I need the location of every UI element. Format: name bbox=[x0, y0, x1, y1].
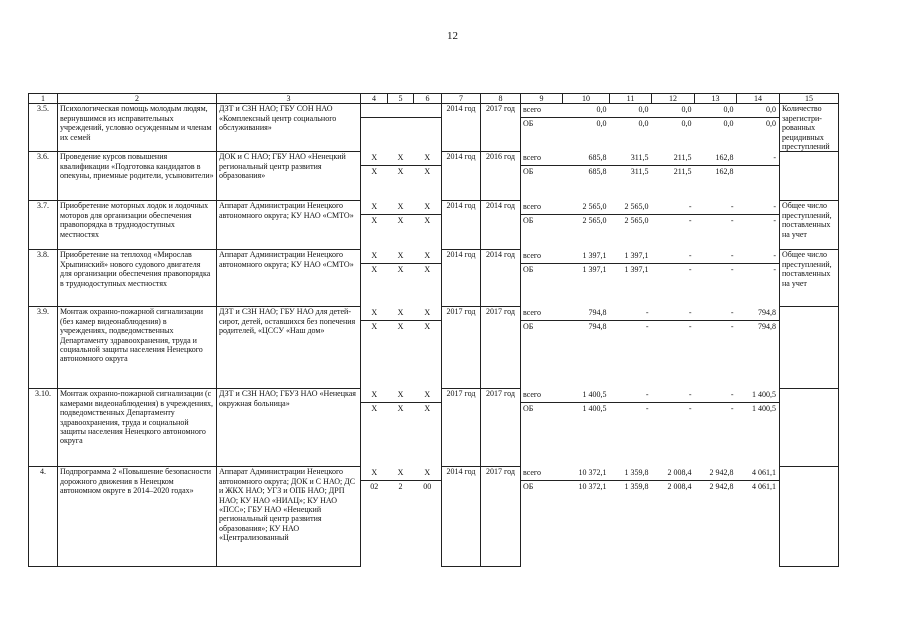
v13-value: - bbox=[695, 250, 737, 264]
end-year: 2014 год bbox=[481, 250, 521, 307]
v13-value: - bbox=[730, 321, 734, 331]
v12-value: - bbox=[688, 264, 692, 274]
v13-cell bbox=[695, 250, 737, 307]
c6-value bbox=[414, 118, 442, 131]
c5-value: Х bbox=[397, 403, 404, 413]
src-cell bbox=[521, 201, 563, 250]
code-cell-c5 bbox=[388, 467, 414, 567]
v12-cell bbox=[652, 104, 695, 152]
code-cell-c5 bbox=[388, 104, 414, 152]
c5-value: Х bbox=[388, 250, 414, 264]
code-cell-c4 bbox=[361, 467, 388, 567]
c6-value: Х bbox=[424, 264, 431, 274]
c5-value: Х bbox=[397, 166, 404, 176]
c4-value: Х bbox=[361, 201, 388, 215]
v11-value: - bbox=[610, 307, 652, 321]
code-cell-c4 bbox=[361, 104, 388, 152]
column-header: 13 bbox=[695, 94, 737, 104]
row-number: 4. bbox=[29, 467, 58, 567]
c6-value: 00 bbox=[423, 481, 432, 491]
v10-cell bbox=[563, 307, 610, 389]
v12-value: - bbox=[652, 307, 695, 321]
v14-value: 794,8 bbox=[758, 321, 776, 331]
code-cell-c5 bbox=[388, 389, 414, 467]
v11-value: 1 397,1 bbox=[610, 250, 652, 264]
table-row bbox=[29, 152, 839, 201]
v10-value: 1 400,5 bbox=[582, 403, 607, 413]
v10-cell bbox=[563, 467, 610, 567]
c6-value: Х bbox=[424, 403, 431, 413]
v14-value: - bbox=[773, 215, 776, 225]
column-header: 3 bbox=[217, 94, 361, 104]
v14-value: - bbox=[737, 201, 780, 215]
start-year: 2014 год bbox=[442, 250, 481, 307]
v10-value: 1 400,5 bbox=[563, 389, 610, 403]
src-value: ОБ bbox=[523, 321, 534, 331]
v13-value: 2 942,8 bbox=[709, 481, 734, 491]
code-cell-c5 bbox=[388, 307, 414, 389]
v13-value: - bbox=[730, 264, 734, 274]
v11-value: 2 565,0 bbox=[610, 201, 652, 215]
c4-value bbox=[361, 118, 388, 131]
src-value: всего bbox=[521, 201, 563, 215]
v13-value: - bbox=[730, 215, 734, 225]
src-cell bbox=[521, 152, 563, 201]
c4-value: Х bbox=[371, 403, 378, 413]
table-row bbox=[29, 104, 839, 152]
v10-cell bbox=[563, 389, 610, 467]
v14-cell bbox=[737, 389, 780, 467]
v13-cell bbox=[695, 389, 737, 467]
v12-value: 0,0 bbox=[652, 104, 695, 118]
c4-value: Х bbox=[371, 321, 378, 331]
v11-cell bbox=[610, 201, 652, 250]
row-number: 3.9. bbox=[29, 307, 58, 389]
column-header: 2 bbox=[58, 94, 217, 104]
src-value: всего bbox=[521, 307, 563, 321]
c4-value bbox=[361, 104, 388, 118]
v10-value: 10 372,1 bbox=[563, 467, 610, 481]
start-year: 2014 год bbox=[442, 201, 481, 250]
v12-value: - bbox=[652, 389, 695, 403]
src-value: ОБ bbox=[523, 119, 534, 129]
c5-value: Х bbox=[397, 215, 404, 225]
code-cell-c5 bbox=[388, 201, 414, 250]
v11-value: 1 397,1 bbox=[624, 264, 649, 274]
start-year: 2017 год bbox=[442, 389, 481, 467]
v12-cell bbox=[652, 467, 695, 567]
measure-name: Психологическая помощь молодым людям, вернувшимся из исправительных учреждений, условно осужденным и членам их семей bbox=[58, 104, 217, 152]
v10-value: 794,8 bbox=[588, 321, 607, 331]
v13-cell bbox=[695, 201, 737, 250]
measure-name: Монтаж охранно-пожарной сигнализации (с камерами видеонаблюдения) в учреждениях, подведомственных Департаменту здравоохранения, труда и социальной защиты населения Ненецкого автономного округа bbox=[58, 389, 217, 467]
v11-cell bbox=[610, 307, 652, 389]
column-header: 9 bbox=[521, 94, 563, 104]
v12-value: - bbox=[688, 215, 692, 225]
v13-value: 162,8 bbox=[695, 152, 737, 166]
v11-value: - bbox=[645, 403, 649, 413]
v14-value: 794,8 bbox=[737, 307, 780, 321]
code-cell-c4 bbox=[361, 250, 388, 307]
v11-value: - bbox=[610, 389, 652, 403]
c5-value: Х bbox=[388, 201, 414, 215]
v11-cell bbox=[610, 152, 652, 201]
v11-cell bbox=[610, 250, 652, 307]
column-header: 5 bbox=[388, 94, 414, 104]
end-year: 2017 год bbox=[481, 389, 521, 467]
v12-value: - bbox=[652, 201, 695, 215]
v12-value: 2 008,4 bbox=[652, 467, 695, 481]
end-year: 2014 год bbox=[481, 201, 521, 250]
v13-cell bbox=[695, 467, 737, 567]
c6-value: Х bbox=[424, 321, 431, 331]
src-cell bbox=[521, 104, 563, 152]
v11-value: 311,5 bbox=[610, 152, 652, 166]
src-value: всего bbox=[521, 389, 563, 403]
v14-value: - bbox=[737, 250, 780, 264]
column-header: 1 bbox=[29, 94, 58, 104]
v10-value: 1 397,1 bbox=[582, 264, 607, 274]
page-number: 12 bbox=[447, 30, 458, 42]
column-header: 7 bbox=[442, 94, 481, 104]
column-header: 8 bbox=[481, 94, 521, 104]
v11-value: 2 565,0 bbox=[624, 215, 649, 225]
v13-cell bbox=[695, 104, 737, 152]
c5-value: Х bbox=[388, 467, 414, 481]
src-value: всего bbox=[521, 152, 563, 166]
code-cell-c6 bbox=[414, 104, 442, 152]
table-row bbox=[29, 307, 839, 389]
c6-value: Х bbox=[424, 166, 431, 176]
v12-cell bbox=[652, 201, 695, 250]
v12-value: 0,0 bbox=[681, 119, 692, 129]
measure-name: Монтаж охранно-пожарной сигнализации (без камер видеонаблюдения) в учреждениях, подведомственных Департаменту здравоохранения, труда и социальной защиты населения Ненецкого автономного округа bbox=[58, 307, 217, 389]
executor: ДОК и С НАО; ГБУ НАО «Ненецкий региональный центр развития образования» bbox=[217, 152, 361, 201]
measure-name: Приобретение на теплоход «Мирослав Хрыпинский» нового судового двигателя для организации обеспечения правопорядка в труднодоступных местностях bbox=[58, 250, 217, 307]
v10-value: 2 565,0 bbox=[563, 201, 610, 215]
c4-value: 02 bbox=[370, 481, 379, 491]
end-year: 2017 год bbox=[481, 307, 521, 389]
v14-cell bbox=[737, 250, 780, 307]
v14-cell bbox=[737, 467, 780, 567]
indicator bbox=[780, 152, 839, 201]
v13-value: - bbox=[695, 307, 737, 321]
c5-value: Х bbox=[388, 152, 414, 166]
src-cell bbox=[521, 467, 563, 567]
v14-cell bbox=[737, 307, 780, 389]
v13-value: - bbox=[730, 403, 734, 413]
v14-value bbox=[737, 166, 780, 179]
code-cell-c6 bbox=[414, 307, 442, 389]
v10-value: 0,0 bbox=[596, 119, 607, 129]
indicator bbox=[780, 467, 839, 567]
c5-value: Х bbox=[388, 389, 414, 403]
v10-value: 1 397,1 bbox=[563, 250, 610, 264]
src-value: ОБ bbox=[523, 481, 534, 491]
v13-value: 0,0 bbox=[723, 119, 734, 129]
v11-value: 311,5 bbox=[630, 166, 649, 176]
code-cell-c6 bbox=[414, 250, 442, 307]
row-number: 3.8. bbox=[29, 250, 58, 307]
end-year: 2016 год bbox=[481, 152, 521, 201]
column-header: 14 bbox=[737, 94, 780, 104]
start-year: 2014 год bbox=[442, 104, 481, 152]
v11-value: 1 359,8 bbox=[624, 481, 649, 491]
executor: ДЗТ и СЗН НАО; ГБУ НАО для детей-сирот, детей, оставшихся без попечения родителей, «ЦССУ «Наш дом» bbox=[217, 307, 361, 389]
executor: Аппарат Администрации Ненецкого автономного округа; ДОК и С НАО; ДС и ЖКХ НАО; УГЗ и ОПБ НАО; ДРП НАО; КУ НАО «НИАЦ»; КУ НАО «ПСС»; ГБУ НАО «Ненецкий региональный центр развития образования»; КУ НАО «Централизованный bbox=[217, 467, 361, 567]
row-number: 3.5. bbox=[29, 104, 58, 152]
c4-value: Х bbox=[371, 166, 378, 176]
c6-value: Х bbox=[414, 467, 442, 481]
c6-value: Х bbox=[414, 201, 442, 215]
src-value: ОБ bbox=[523, 215, 534, 225]
c4-value: Х bbox=[361, 467, 388, 481]
indicator bbox=[780, 307, 839, 389]
row-number: 3.7. bbox=[29, 201, 58, 250]
column-header: 12 bbox=[652, 94, 695, 104]
column-header: 11 bbox=[610, 94, 652, 104]
v11-value: 0,0 bbox=[610, 104, 652, 118]
v13-value: 2 942,8 bbox=[695, 467, 737, 481]
row-number: 3.10. bbox=[29, 389, 58, 467]
c5-value: Х bbox=[397, 321, 404, 331]
v14-cell bbox=[737, 201, 780, 250]
v10-cell bbox=[563, 201, 610, 250]
code-cell-c6 bbox=[414, 389, 442, 467]
header-row bbox=[29, 94, 839, 104]
v12-cell bbox=[652, 307, 695, 389]
c5-value: 2 bbox=[398, 481, 403, 491]
v10-value: 685,8 bbox=[563, 152, 610, 166]
code-cell-c4 bbox=[361, 389, 388, 467]
v10-value: 685,8 bbox=[588, 166, 607, 176]
table-row bbox=[29, 389, 839, 467]
v14-value: 4 061,1 bbox=[737, 467, 780, 481]
code-cell-c5 bbox=[388, 152, 414, 201]
v14-value: - bbox=[737, 152, 780, 166]
measure-name: Подпрограмма 2 «Повышение безопасности дорожного движения в Ненецком автономном округе в 2014–2020 годах» bbox=[58, 467, 217, 567]
src-cell bbox=[521, 389, 563, 467]
v14-cell bbox=[737, 104, 780, 152]
v10-cell bbox=[563, 152, 610, 201]
src-value: ОБ bbox=[523, 166, 534, 176]
v12-value: 2 008,4 bbox=[667, 481, 692, 491]
indicator: Количество зарегистри-рованных рецидивных преступлений bbox=[780, 104, 839, 152]
c6-value: Х bbox=[414, 152, 442, 166]
table-row bbox=[29, 201, 839, 250]
c4-value: Х bbox=[371, 215, 378, 225]
v13-cell bbox=[695, 152, 737, 201]
v14-value: 0,0 bbox=[737, 104, 780, 118]
c5-value bbox=[388, 118, 414, 131]
v13-cell bbox=[695, 307, 737, 389]
v11-value: 1 359,8 bbox=[610, 467, 652, 481]
c6-value bbox=[414, 104, 442, 118]
code-cell-c4 bbox=[361, 201, 388, 250]
start-year: 2014 год bbox=[442, 152, 481, 201]
v12-value: 211,5 bbox=[673, 166, 692, 176]
row-number: 3.6. bbox=[29, 152, 58, 201]
end-year: 2017 год bbox=[481, 467, 521, 567]
c6-value: Х bbox=[414, 250, 442, 264]
executor: Аппарат Администрации Ненецкого автономного округа; КУ НАО «СМТО» bbox=[217, 250, 361, 307]
start-year: 2017 год bbox=[442, 307, 481, 389]
v11-cell bbox=[610, 389, 652, 467]
c4-value: Х bbox=[361, 250, 388, 264]
measure-name: Проведение курсов повышения квалификации «Подготовка кандидатов в опекуны, приемные родители, усыновители» bbox=[58, 152, 217, 201]
c6-value: Х bbox=[424, 215, 431, 225]
code-cell-c6 bbox=[414, 201, 442, 250]
measure-name: Приобретение моторных лодок и лодочных моторов для организации обеспечения правопорядка в труднодоступных местностях bbox=[58, 201, 217, 250]
v14-cell bbox=[737, 152, 780, 201]
src-value: ОБ bbox=[523, 403, 534, 413]
executor: ДЗТ и СЗН НАО; ГБУЗ НАО «Ненецкая окружная больница» bbox=[217, 389, 361, 467]
v10-cell bbox=[563, 250, 610, 307]
src-cell bbox=[521, 250, 563, 307]
column-header: 15 bbox=[780, 94, 839, 104]
c4-value: Х bbox=[371, 264, 378, 274]
v10-value: 2 565,0 bbox=[582, 215, 607, 225]
v12-cell bbox=[652, 250, 695, 307]
c4-value: Х bbox=[361, 307, 388, 321]
v14-value: 1 400,5 bbox=[752, 403, 776, 413]
v10-value: 10 372,1 bbox=[578, 481, 607, 491]
code-cell-c5 bbox=[388, 250, 414, 307]
v13-value: 0,0 bbox=[695, 104, 737, 118]
src-value: всего bbox=[521, 467, 563, 481]
code-cell-c6 bbox=[414, 152, 442, 201]
c6-value: Х bbox=[414, 307, 442, 321]
v13-value: - bbox=[695, 389, 737, 403]
column-header: 4 bbox=[361, 94, 388, 104]
c5-value: Х bbox=[397, 264, 404, 274]
v10-cell bbox=[563, 104, 610, 152]
v14-value: - bbox=[773, 264, 776, 274]
src-cell bbox=[521, 307, 563, 389]
v12-value: - bbox=[652, 250, 695, 264]
v12-value: - bbox=[688, 321, 692, 331]
indicator: Общее число преступлений, поставленных на учет bbox=[780, 201, 839, 250]
code-cell-c4 bbox=[361, 152, 388, 201]
c5-value: Х bbox=[388, 307, 414, 321]
v13-value: 162,8 bbox=[715, 166, 734, 176]
v12-cell bbox=[652, 152, 695, 201]
v14-value: 1 400,5 bbox=[737, 389, 780, 403]
src-value: всего bbox=[521, 104, 563, 118]
v12-value: 211,5 bbox=[652, 152, 695, 166]
indicator: Общее число преступлений, поставленных на учет bbox=[780, 250, 839, 307]
v13-value: - bbox=[695, 201, 737, 215]
executor: Аппарат Администрации Ненецкого автономного округа; КУ НАО «СМТО» bbox=[217, 201, 361, 250]
end-year: 2017 год bbox=[481, 104, 521, 152]
v14-value: 0,0 bbox=[766, 119, 776, 129]
code-cell-c4 bbox=[361, 307, 388, 389]
table-row bbox=[29, 467, 839, 567]
c5-value bbox=[388, 104, 414, 118]
v11-value: 0,0 bbox=[638, 119, 649, 129]
column-header: 6 bbox=[414, 94, 442, 104]
c4-value: Х bbox=[361, 389, 388, 403]
v14-value: 4 061,1 bbox=[752, 481, 776, 491]
v10-value: 0,0 bbox=[563, 104, 610, 118]
start-year: 2014 год bbox=[442, 467, 481, 567]
executor: ДЗТ и СЗН НАО; ГБУ СОН НАО «Комплексный центр социального обслуживания» bbox=[217, 104, 361, 152]
v12-value: - bbox=[688, 403, 692, 413]
table-row bbox=[29, 250, 839, 307]
v11-cell bbox=[610, 104, 652, 152]
column-header: 10 bbox=[563, 94, 610, 104]
v11-cell bbox=[610, 467, 652, 567]
v11-value: - bbox=[645, 321, 649, 331]
c4-value: Х bbox=[361, 152, 388, 166]
indicator bbox=[780, 389, 839, 467]
code-cell-c6 bbox=[414, 467, 442, 567]
v12-cell bbox=[652, 389, 695, 467]
src-value: всего bbox=[521, 250, 563, 264]
program-table bbox=[28, 93, 839, 567]
v10-value: 794,8 bbox=[563, 307, 610, 321]
src-value: ОБ bbox=[523, 264, 534, 274]
c6-value: Х bbox=[414, 389, 442, 403]
